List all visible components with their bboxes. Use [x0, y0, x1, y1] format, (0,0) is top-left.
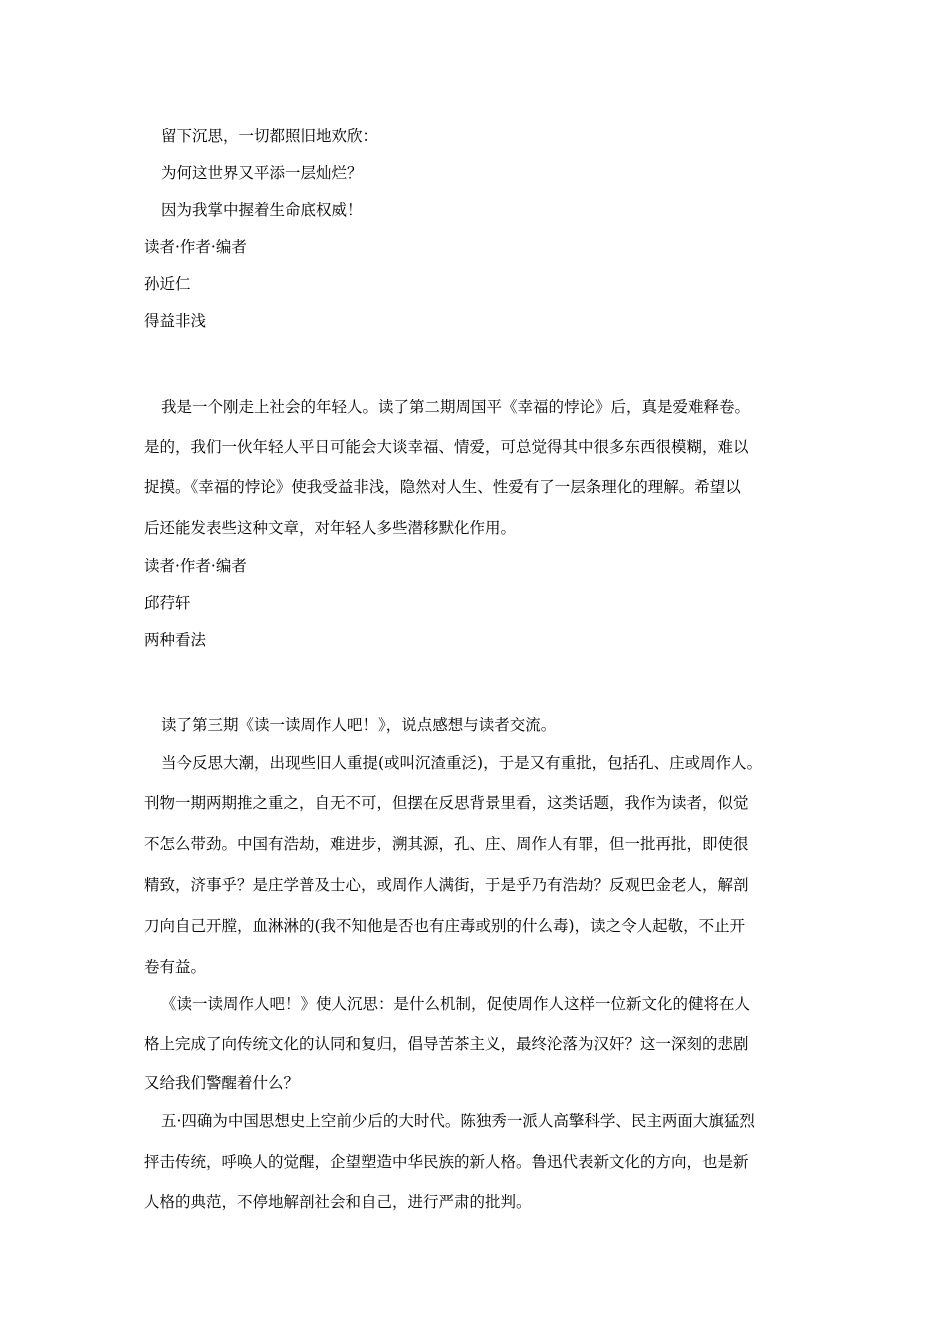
letter-title: 两种看法 — [144, 631, 207, 649]
body-line: 刊物一期两期推之重之，自无不可，但摆在反思背景里看，这类话题，我作为读者，似觉 — [144, 794, 749, 812]
body-line: 五·四确为中国思想史上空前少后的大时代。陈独秀一派人高擎科学、民主两面大旗猛烈 — [161, 1112, 755, 1130]
body-line: 后还能发表些这种文章，对年轻人多些潜移默化作用。 — [144, 519, 517, 537]
body-line: 刀向自己开膛，血淋淋的(我不知他是否也有庄毒或别的什么毒)，读之令人起敬，不止开 — [144, 917, 746, 935]
poem-line: 为何这世界又平添一层灿烂？ — [161, 164, 363, 182]
author-name: 孙近仁 — [144, 275, 191, 293]
body-line: 捉摸。《幸福的悖论》使我受益非浅，隐然对人生、性爱有了一层条理化的理解。希望以 — [144, 478, 741, 496]
body-line: 格上完成了向传统文化的认同和复归，倡导苦茶主义，最终沦落为汉奸？这一深刻的悲剧 — [144, 1035, 749, 1053]
body-line: 精致，济事乎？是庄学普及士心，或周作人满街，于是乎乃有浩劫？反观巴金老人，解剖 — [144, 876, 749, 894]
body-line: 卷有益。 — [144, 958, 207, 976]
body-line: 读了第三期《读一读周作人吧！》，说点感想与读者交流。 — [161, 716, 557, 734]
column-name: 读者·作者·编者 — [144, 238, 247, 256]
body-line: 抨击传统，呼唤人的觉醒，企望塑造中华民族的新人格。鲁迅代表新文化的方向，也是新 — [144, 1153, 749, 1171]
body-line: 不怎么带劲。中国有浩劫，难进步，溯其源，孔、庄、周作人有罪，但一批再批，即使很 — [144, 835, 749, 853]
body-line: 人格的典范，不停地解剖社会和自己，进行严肃的批判。 — [144, 1193, 532, 1211]
poem-line: 留下沉思，一切都照旧地欢欣： — [161, 127, 379, 145]
poem-line: 因为我掌中握着生命底权威！ — [161, 201, 363, 219]
body-line: 《读一读周作人吧！》使人沉思：是什么机制，促使周作人这样一位新文化的健将在人 — [161, 995, 751, 1013]
author-name: 邱荇轩 — [144, 594, 191, 612]
column-name: 读者·作者·编者 — [144, 557, 247, 575]
body-line: 是的，我们一伙年轻人平日可能会大谈幸福、情爱，可总觉得其中很多东西很模糊，难以 — [144, 438, 749, 456]
body-line: 我是一个刚走上社会的年轻人。读了第二期周国平《幸福的悖论》后，真是爱难释卷。 — [161, 398, 751, 416]
body-line: 当今反思大潮，出现些旧人重提(或叫沉渣重泛)，于是又有重批，包括孔、庄或周作人。 — [161, 754, 763, 772]
letter-title: 得益非浅 — [144, 312, 207, 330]
body-line: 又给我们警醒着什么？ — [144, 1074, 300, 1092]
